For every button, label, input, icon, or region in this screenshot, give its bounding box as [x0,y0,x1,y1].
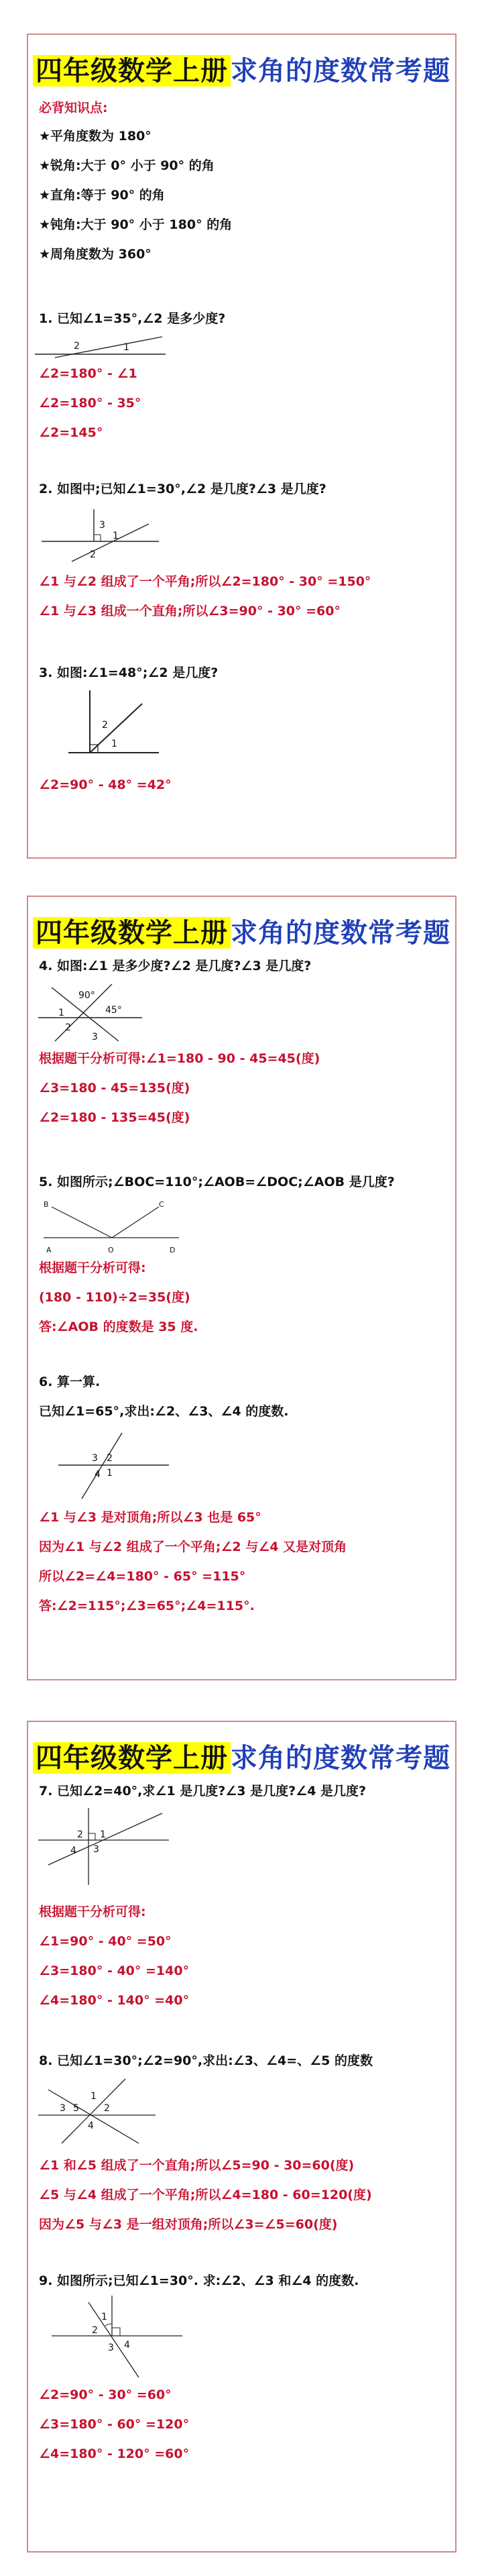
fig-label: 3 [99,520,105,531]
fig-label: 1 [123,342,129,353]
figure-q8 [38,2076,159,2147]
fig-label: 1 [107,1468,113,1479]
question-3: 3. 如图:∠1=48°;∠2 是几度? [39,665,219,680]
fig-label: C [159,1200,164,1209]
answer-line: ∠3=180° - 60° =120° [39,2417,190,2432]
page-title [28,916,455,951]
worksheet-page-1 [27,34,457,859]
answer-line: ∠3=180 - 45=135(度) [39,1081,190,1095]
fig-label: 2 [104,2103,110,2114]
answer-line: 根据题干分析可得: [39,1260,146,1275]
answer-line: ∠2=90° - 48° =42° [39,777,172,792]
page-title [28,1741,455,1776]
figure-q2 [42,508,162,568]
fig-label: 3 [60,2103,66,2114]
title-rest: 求角的度数常考题 [231,917,450,949]
fig-label: 4 [95,1469,101,1480]
fig-label: 1 [101,2312,107,2322]
fig-label: D [170,1246,176,1254]
title-highlight: 四年级数学上册 [33,917,231,949]
figure-q5 [38,1199,186,1256]
fig-label: 1 [91,2091,97,2102]
answer-line: 根据题干分析可得:∠1=180 - 90 - 45=45(度) [39,1051,320,1066]
fig-label: 4 [88,2121,94,2131]
answer-line: ∠3=180° - 40° =140° [39,1964,190,1978]
figure-q9 [52,2296,186,2379]
answer-line: ∠2=145° [39,425,103,440]
worksheet-page-2 [27,896,457,1680]
fig-label: 2 [102,720,108,731]
fact-line: ★直角:等于 90° 的角 [39,188,165,203]
worksheet-page-3 [27,1721,457,2553]
answer-line: ∠2=90° - 30° =60° [39,2387,172,2402]
question-2: 2. 如图中;已知∠1=30°,∠2 是几度?∠3 是几度? [39,482,326,496]
answer-line: ∠4=180° - 120° =60° [39,2447,190,2461]
figure-q4 [38,981,145,1044]
fig-label: 1 [111,739,117,749]
fig-label: 45° [105,1005,122,1016]
fig-label: 2 [77,1829,83,1840]
answer-line: 因为∠1 与∠2 组成了一个平角;∠2 与∠4 又是对顶角 [39,1540,347,1554]
fig-label: 90° [78,990,95,1001]
figure-q3 [62,689,162,763]
title-rest: 求角的度数常考题 [231,1742,450,1774]
fig-label: O [108,1246,114,1254]
knowledge-header: 必背知识点: [39,101,108,115]
answer-line: ∠2=180° - 35° [39,396,141,411]
question-5: 5. 如图所示;∠BOC=110°;∠AOB=∠DOC;∠AOB 是几度? [39,1175,395,1189]
question-6-title: 6. 算一算. [39,1375,101,1389]
fig-label: 2 [90,549,96,560]
answer-line: (180 - 110)÷2=35(度) [39,1290,190,1305]
answer-line: ∠1 和∠5 组成了一个直角;所以∠5=90 - 30=60(度) [39,2158,355,2173]
fig-label: 3 [92,1453,98,1464]
fig-label: 4 [124,2340,130,2351]
fig-label: 3 [92,1032,98,1042]
answer-line: ∠4=180° - 140° =40° [39,1993,190,2008]
answer-line: ∠1 与∠3 是对顶角;所以∠3 也是 65° [39,1510,261,1525]
fig-label: 2 [65,1022,71,1033]
fact-line: ★平角度数为 180° [39,129,152,144]
answer-line: 答:∠2=115°;∠3=65°;∠4=115°. [39,1599,255,1613]
fig-label: 2 [74,341,80,352]
answer-line: ∠1=90° - 40° =50° [39,1934,172,1949]
question-8: 8. 已知∠1=30°;∠2=90°,求出:∠3、∠4=、∠5 的度数 [39,2053,373,2068]
answer-line: 因为∠5 与∠3 是一组对顶角;所以∠3=∠5=60(度) [39,2217,338,2232]
answer-line: ∠1 与∠2 组成了一个平角;所以∠2=180° - 30° =150° [39,574,371,589]
question-6: 已知∠1=65°,求出:∠2、∠3、∠4 的度数. [39,1404,289,1419]
fig-label: 3 [108,2343,114,2353]
fig-label: 2 [92,2325,98,2336]
fig-label: 5 [73,2103,79,2114]
answer-line: ∠5 与∠4 组成了一个平角;所以∠4=180 - 60=120(度) [39,2188,372,2202]
answer-line: 根据题干分析可得: [39,1904,146,1919]
fig-label: 3 [93,1844,99,1855]
fig-label: A [46,1246,52,1254]
fact-line: ★周角度数为 360° [39,247,152,262]
answer-line: ∠2=180 - 135=45(度) [39,1110,190,1125]
title-highlight: 四年级数学上册 [33,1742,231,1774]
figure-q1 [35,335,169,362]
answer-line: 所以∠2=∠4=180° - 65° =115° [39,1569,246,1584]
fig-label: 4 [70,1845,76,1856]
question-1: 1. 已知∠1=35°,∠2 是多少度? [39,311,226,326]
title-highlight: 四年级数学上册 [33,55,231,87]
fact-line: ★锐角:大于 0° 小于 90° 的角 [39,158,215,173]
fig-label: 1 [113,531,119,541]
answer-line: ∠2=180° - ∠1 [39,366,137,381]
fig-label: 2 [107,1453,113,1464]
fig-label: 1 [58,1008,64,1018]
question-4: 4. 如图:∠1 是多少度?∠2 是几度?∠3 是几度? [39,959,312,973]
question-7: 7. 已知∠2=40°,求∠1 是几度?∠3 是几度?∠4 是几度? [39,1784,367,1799]
figure-q7 [38,1808,172,1888]
answer-line: 答:∠AOB 的度数是 35 度. [39,1320,198,1334]
fig-label: 1 [100,1829,106,1840]
answer-line: ∠1 与∠3 组成一个直角;所以∠3=90° - 30° =60° [39,604,341,619]
fact-line: ★钝角:大于 90° 小于 180° 的角 [39,217,233,232]
question-9: 9. 如图所示;已知∠1=30°. 求:∠2、∠3 和∠4 的度数. [39,2273,359,2288]
figure-q6 [58,1430,172,1501]
title-rest: 求角的度数常考题 [231,55,450,87]
page-title [28,54,455,89]
fig-label: B [44,1200,49,1209]
